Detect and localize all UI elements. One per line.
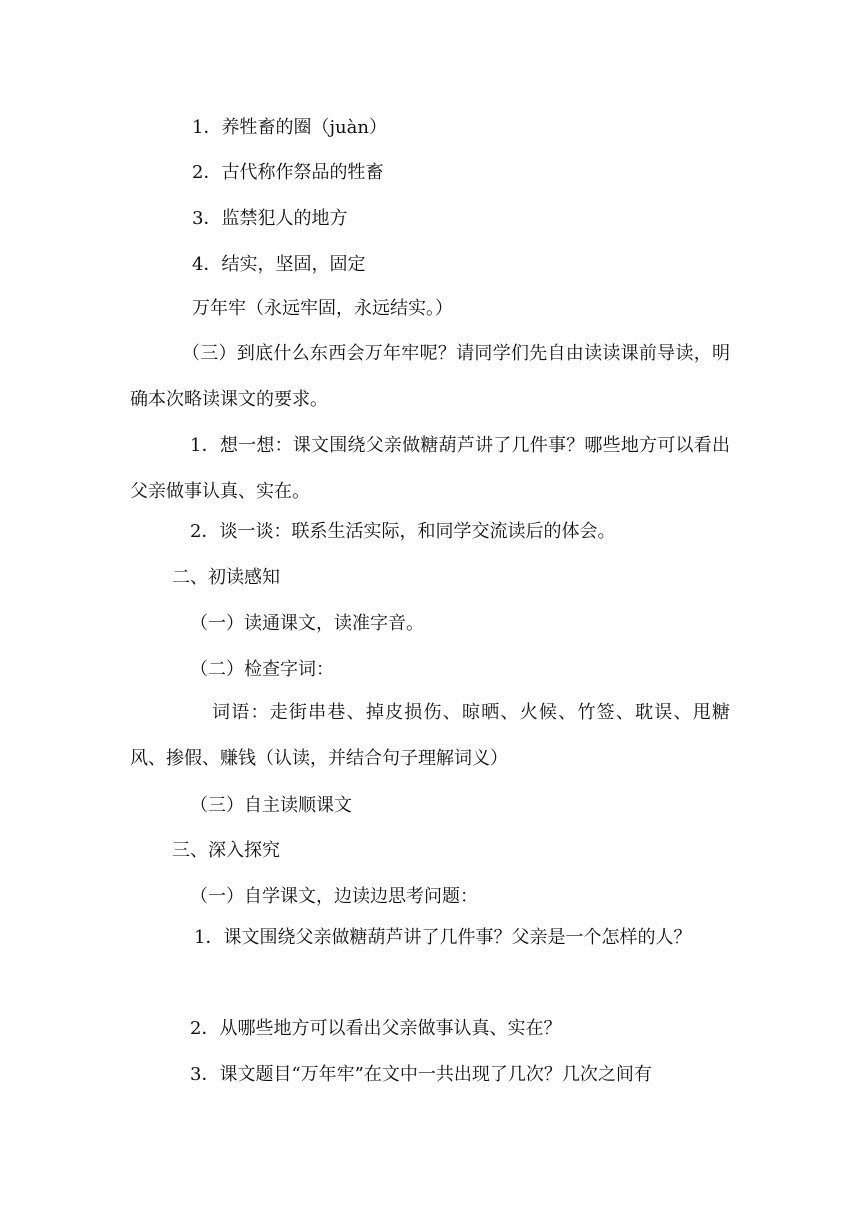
task-discuss: 2．谈一谈：联系生活实际，和同学交流读后的体会。	[190, 521, 616, 542]
section-heading-3: 三、深入探究	[172, 840, 280, 861]
self-study-prompt: （一）自学课文，边读边思考问题：	[190, 886, 478, 907]
step-1: （一）读通课文，读准字音。	[190, 613, 424, 634]
step-2: （二）检查字词：	[190, 659, 334, 680]
question-1: 1．课文围绕父亲做糖葫芦讲了几件事？父亲是一个怎样的人？	[194, 927, 692, 948]
word-definition: 万年牢（永远牢固，永远结实。）	[192, 298, 453, 319]
paragraph-san: （三）到底什么东西会万年牢呢？请同学们先自由读读课前导读，明确本次略读课文的要求。	[130, 343, 730, 410]
question-2: 2．从哪些地方可以看出父亲做事认真、实在？	[190, 1018, 562, 1039]
question-3: 3．课文题目“万年牢”在文中一共出现了几次？几次之间有	[190, 1064, 652, 1085]
meaning-item-3: 3．监禁犯人的地方	[192, 208, 348, 229]
step-3: （三）自主读顺课文	[190, 795, 352, 816]
meaning-item-4: 4．结实，坚固，固定	[192, 254, 366, 275]
vocabulary-paragraph: 词语：走街串巷、掉皮损伤、晾晒、火候、竹签、耽误、甩糖风、掺假、赚钱（认读，并结合句子理解词义）	[130, 702, 730, 769]
meaning-item-1: 1．养牲畜的圈（juàn）	[192, 117, 387, 138]
meaning-item-2: 2．古代称作祭品的牲畜	[192, 162, 384, 183]
section-heading-2: 二、初读感知	[172, 567, 280, 588]
task-think: 1．想一想：课文围绕父亲做糖葫芦讲了几件事？哪些地方可以看出父亲做事认真、实在。	[130, 435, 730, 502]
